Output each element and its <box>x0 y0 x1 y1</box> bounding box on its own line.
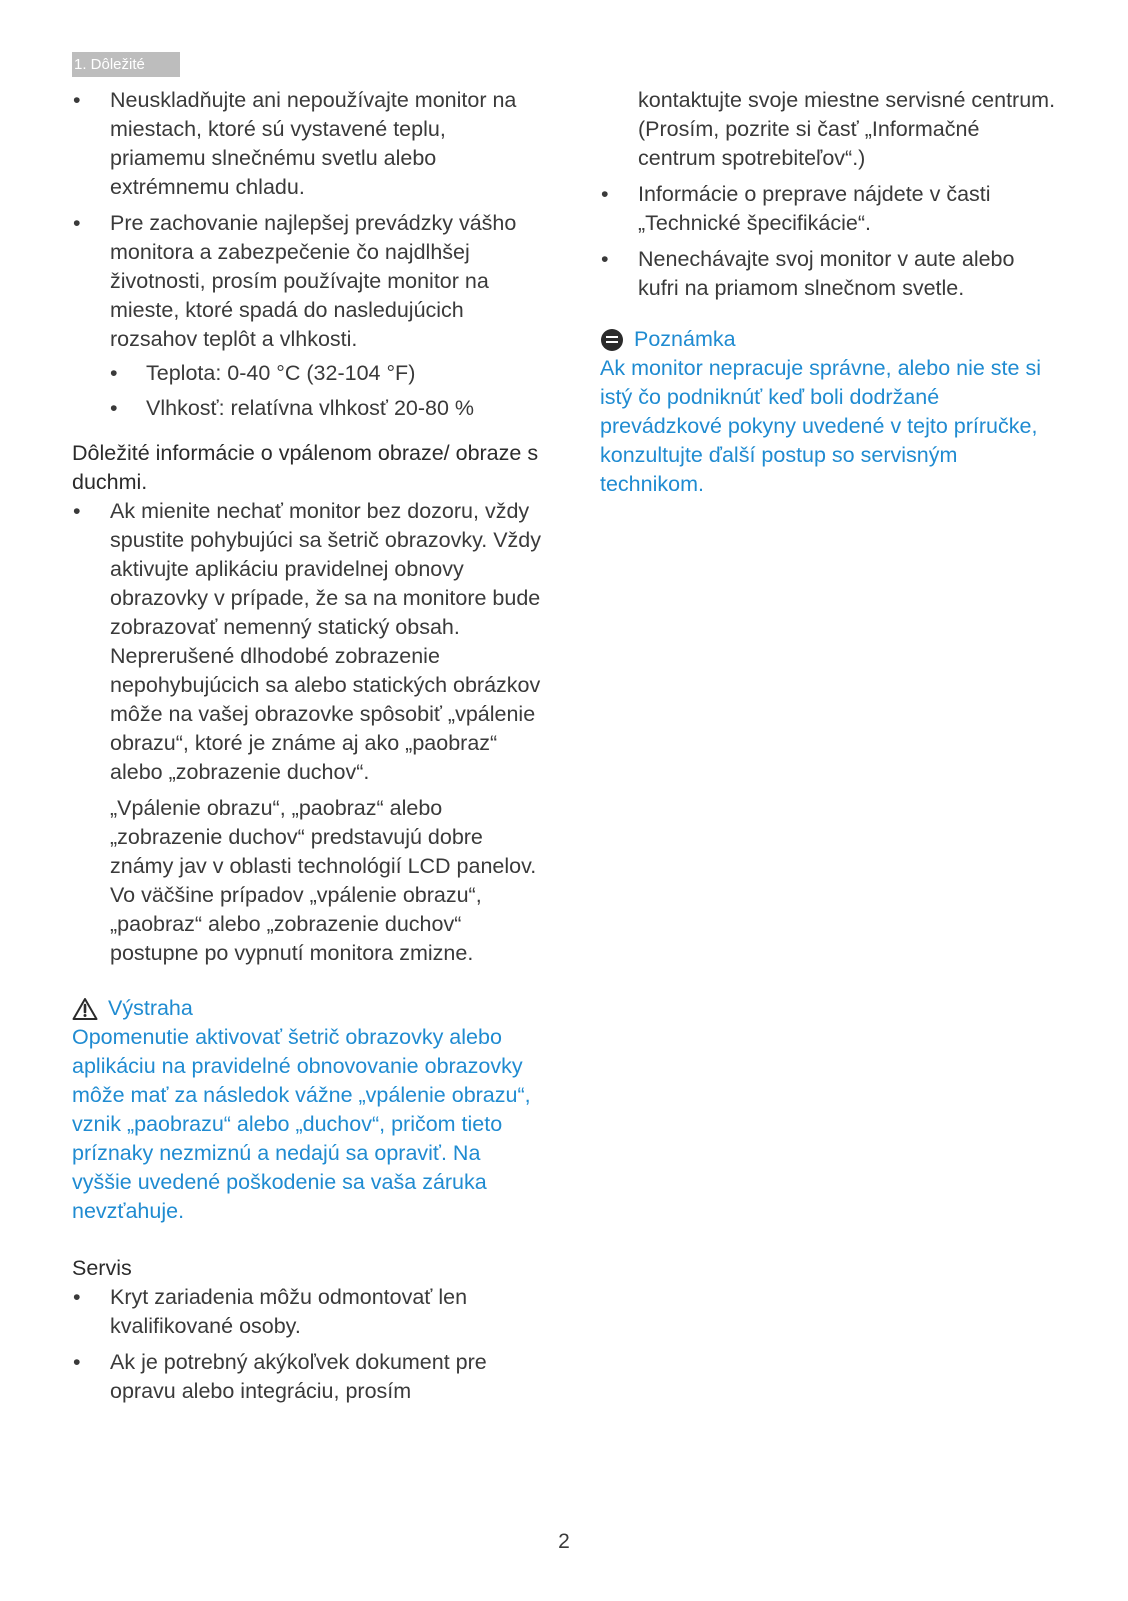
service-list <box>72 1283 542 1406</box>
list-item: • Kryt zariadenia môžu odmontovať len kvalifikované osoby. <box>72 1283 542 1341</box>
list-item: • Neuskladňujte ani nepoužívajte monitor na miestach, ktoré sú vystavené teplu, priamemu slnečnému svetlu alebo extrémnemu chladu. <box>72 86 542 202</box>
warning-icon <box>72 997 98 1021</box>
humidity-range: • Vlhkosť: relatívna vlhkosť 20-80 % <box>110 394 542 423</box>
page-number: 2 <box>558 1530 570 1553</box>
note-text: Ak monitor nepracuje správne, alebo nie ste si istý čo podniknúť keď boli dodržané prevádzkové pokyny uvedené v tejto príručke, konzultujte ďalší postup so servisným technikom. <box>600 356 1041 496</box>
ranges-list <box>110 359 542 423</box>
list-item: • Nenechávajte svoj monitor v aute alebo kufri na priamom slnečnom svetle. <box>600 245 1060 303</box>
left-column <box>72 86 542 1413</box>
right-column <box>600 86 1060 499</box>
transport-list <box>600 180 1060 303</box>
list-item <box>72 209 542 423</box>
storage-list <box>72 86 542 423</box>
temperature-range: • Teplota: 0-40 °C (32-104 °F) <box>110 359 542 388</box>
section-tag: 1. Dôležité <box>72 52 180 77</box>
note-callout <box>600 325 1060 499</box>
warning-title: Výstraha <box>108 996 193 1020</box>
list-item: • Ak mienite nechať monitor bez dozoru, vždy spustite pohybujúci sa šetrič obrazovky. Vždy aktivujte aplikáciu pravidelnej obnovy obrazovky v prípade, že sa na monitore bude zobrazovať nemenný statický obsah. Neprerušené dlhodobé zobrazenie nepohybujúcich sa alebo statických obrázkov môže na vašej obrazovke spôsobiť „vpálenie obrazu“, ktoré je známe aj ako „paobraz“ alebo „zobrazenie duchov“. <box>72 497 542 787</box>
list-item: • Informácie o preprave nájdete v časti „Technické špecifikácie“. <box>600 180 1060 238</box>
note-icon <box>600 328 624 352</box>
list-item-text: Pre zachovanie najlepšej prevádzky vášho monitora a zabezpečenie čo najdlhšej životnosti, prosím používajte monitor na mieste, ktoré spadá do nasledujúcich rozsahov teplôt a vlhkosti. <box>110 211 517 351</box>
burnin-heading: Dôležité informácie o vpálenom obraze/ obraze s duchmi. <box>72 441 539 494</box>
warning-text: Opomenutie aktivovať šetrič obrazovky alebo aplikáciu na pravidelné obnovovanie obrazovky môže mať za následok vážne „vpálenie obrazu“, vznik „paobrazu“ alebo „duchov“, pričom tieto príznaky nezmiznú a nedajú sa opraviť. Na vyššie uvedené poškodenie sa vaša záruka nevzťahuje. <box>72 1025 531 1223</box>
continuation-text: kontaktujte svoje miestne servisné centrum. (Prosím, pozrite si časť „Informačné centrum spotrebiteľov“.) <box>638 88 1056 170</box>
burnin-paragraph: „Vpálenie obrazu“, „paobraz“ alebo „zobrazenie duchov“ predstavujú dobre známy jav v oblasti technológií LCD panelov. Vo väčšine prípadov „vpálenie obrazu“, „paobraz“ alebo „zobrazenie duchov“ postupne po vypnutí monitora zmizne. <box>110 796 537 965</box>
burnin-list <box>72 497 542 787</box>
service-heading: Servis <box>72 1256 132 1280</box>
list-item: • Ak je potrebný akýkoľvek dokument pre opravu alebo integráciu, prosím <box>72 1348 542 1406</box>
note-title: Poznámka <box>634 327 736 351</box>
warning-callout <box>72 994 542 1226</box>
